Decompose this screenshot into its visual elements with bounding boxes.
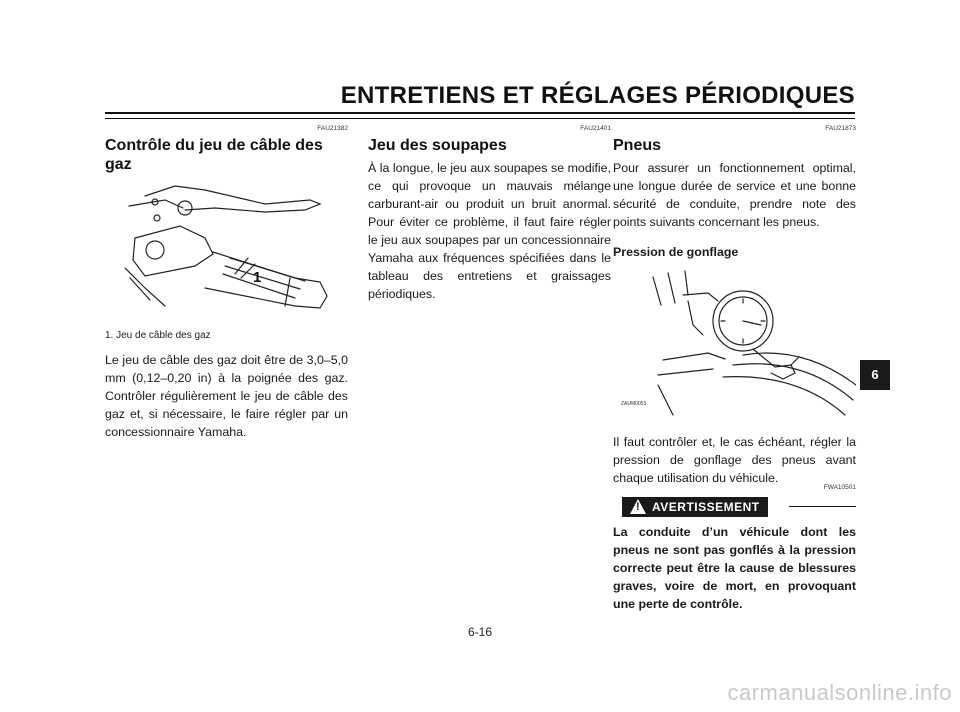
body-text: Il faut contrôler et, le cas échéant, régler la pression de gonflage des pneus avant chaque utilisation du véhicule. — [613, 435, 856, 485]
warning-code: FWA10501 — [823, 484, 856, 491]
warning-exclamation-glyph: ! — [636, 501, 641, 513]
figure-caption: 1. Jeu de câble des gaz — [105, 330, 211, 341]
section-tires — [613, 124, 856, 613]
section-code: FAU21873 — [825, 125, 856, 132]
section-code: FAU21401 — [580, 125, 611, 132]
figure-code: ZAUM0053 — [621, 401, 647, 407]
watermark: carmanualsonline.info — [727, 680, 952, 705]
page-number: 6-16 — [467, 625, 493, 639]
section-throttle-cable — [105, 124, 348, 441]
section-code: FAU21382 — [317, 125, 348, 132]
warning-text: La conduite d’un véhicule dont les pneus ne sont pas gonflés à la pression correcte peut être la cause de blessures graves, voire de mort, en provoquant une perte de contrôle. — [613, 525, 856, 611]
section-heading: Jeu des soupapes — [368, 137, 507, 154]
warning-label: AVERTISSEMENT — [652, 500, 760, 514]
chapter-tab: 6 — [860, 360, 890, 390]
warning-rule — [789, 506, 856, 507]
section-heading: Pneus — [613, 137, 662, 154]
warning-badge — [622, 497, 768, 517]
body-text: Le jeu de câble des gaz doit être de 3,0–5,0 mm (0,12–0,20 in) à la poignée des gaz. Contrôler régulièrement le jeu de câble des gaz et, si nécessaire, le faire régler par un concessionnaire Yamaha. — [105, 353, 348, 439]
section-valve-clearance — [368, 124, 611, 303]
header-rule — [105, 112, 855, 119]
tire-gauge-illustration — [613, 265, 856, 425]
section-heading: Contrôle du jeu de câble des gaz — [105, 137, 323, 173]
figure-callout-1: 1 — [253, 269, 262, 286]
subheading-inflation-pressure: Pression de gonflage — [613, 245, 739, 259]
intro-text: Pour assurer un fonctionnement optimal, une longue durée de service et une bonne sécurité de conduite, prendre note des points suivants concernant les pneus. — [613, 161, 856, 229]
body-text: À la longue, le jeu aux soupapes se modifie, ce qui provoque un mauvais mélange carburant-air ou produit un bruit anormal. Pour éviter ce problème, il faut faire régler le jeu aux soupapes par un concessionnaire Yamaha aux fréquences spécifiées dans le tableau des entretiens et graissages périodiques. — [368, 161, 611, 301]
page-header-title: ENTRETIENS ET RÉGLAGES PÉRIODIQUES — [340, 82, 855, 109]
throttle-grip-illustration — [105, 178, 348, 328]
warning-header — [613, 497, 856, 523]
